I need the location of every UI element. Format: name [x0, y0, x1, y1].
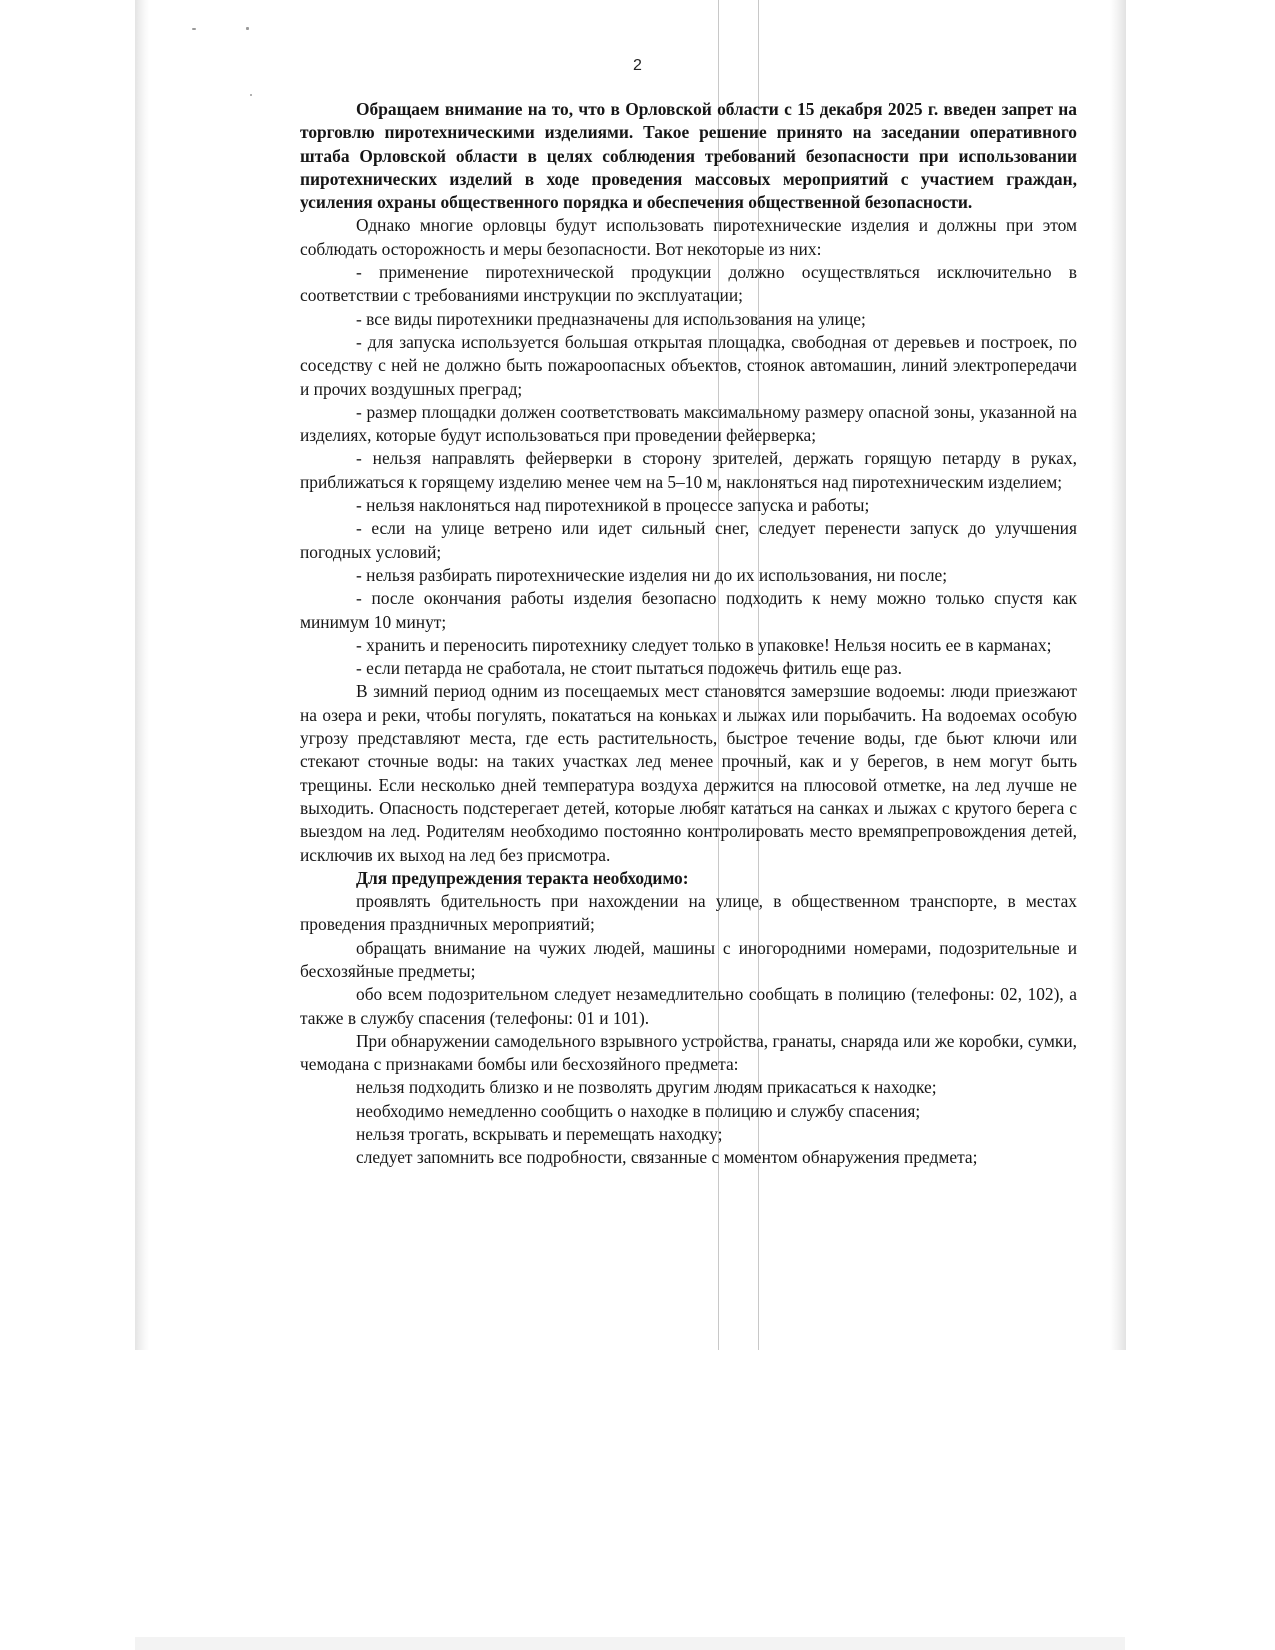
- paragraph: Однако многие орловцы будут использовать пиротехнические изделия и должны при этом соблюдать осторожность и меры безопасности. Вот некоторые из них:: [300, 215, 1077, 259]
- paragraph: При обнаружении самодельного взрывного устройства, гранаты, снаряда или же коробки, сумки, чемодана с признаками бомбы или бесхозяйного предмета:: [300, 1030, 1077, 1075]
- paragraph: - нельзя разбирать пиротехнические изделия ни до их использования, ни после;: [356, 564, 948, 585]
- paragraph: - если петарда не сработала, не стоит пытаться подожечь фитиль еще раз.: [356, 658, 902, 679]
- paragraph: необходимо немедленно сообщить о находке в полицию и службу спасения;: [356, 1100, 921, 1121]
- scan-speck: [250, 94, 252, 96]
- paragraph: - для запуска используется большая открытая площадка, свободная от деревьев и построек, по соседству с ней не должно быть пожароопасных объектов, стоянок автомашин, линий электропередачи и прочих воздушных преград;: [300, 331, 1077, 399]
- bold-paragraph: Для предупреждения теракта необходимо:: [356, 867, 689, 888]
- paragraph: - применение пиротехнической продукции должно осуществляться исключительно в соответствии с требованиями инструкции по эксплуатации;: [300, 262, 1077, 306]
- document-body: [300, 98, 1077, 1170]
- paragraph: - размер площадки должен соответствовать максимальному размеру опасной зоны, указанной на изделиях, которые будут использоваться при проведении фейерверка;: [300, 401, 1077, 446]
- paragraph: - если на улице ветрено или идет сильный снег, следует перенести запуск до улучшения погодных условий;: [300, 518, 1077, 562]
- paragraph: обращать внимание на чужих людей, машины с иногородними номерами, подозрительные и бесхозяйные предметы;: [300, 937, 1077, 981]
- page-number: 2: [633, 57, 642, 74]
- scan-shadow-right: [1110, 0, 1126, 1350]
- scan-speck: [192, 28, 196, 30]
- scan-bottom-edge: [135, 1637, 1125, 1650]
- paragraph: - после окончания работы изделия безопасно подходить к нему можно только спустя как минимум 10 минут;: [300, 588, 1077, 632]
- paragraph: В зимний период одним из посещаемых мест становятся замерзшие водоемы: люди приезжают на озера и реки, чтобы погулять, покататься на коньках и лыжах или порыбачить. На водоемах особую угрозу представляют места, где есть растительность, быстрое течение воды, где бьют ключи или стекают сточные воды: на таких участках лед менее прочный, как и у берегов, в нем могут быть трещины. Если несколько дней температура воздуха держится на плюсовой отметке, на лед лучше не выходить. Опасность подстерегает детей, которые любят кататься на санках и лыжах с крутого берега с выездом на лед. Родителям необходимо постоянно контролировать место времяпрепровождения детей, исключив их выход на лед без присмотра.: [300, 681, 1077, 865]
- paragraph: нельзя подходить близко и не позволять другим людям прикасаться к находке;: [356, 1077, 937, 1098]
- paragraph: нельзя трогать, вскрывать и перемещать находку;: [356, 1124, 723, 1145]
- paragraph: - хранить и переносить пиротехнику следует только в упаковке! Нельзя носить ее в карманах;: [356, 634, 1052, 655]
- paragraph: обо всем подозрительном следует незамедлительно сообщать в полицию (телефоны: 02, 102), а также в службу спасения (телефоны: 01 и 101).: [300, 984, 1077, 1028]
- paragraph: - нельзя наклоняться над пиротехникой в процессе запуска и работы;: [356, 495, 870, 516]
- paragraph: проявлять бдительность при нахождении на улице, в общественном транспорте, в местах проведения праздничных мероприятий;: [300, 891, 1077, 935]
- paragraph: следует запомнить все подробности, связанные с моментом обнаружения предмета;: [356, 1147, 978, 1168]
- scan-speck: [246, 27, 249, 30]
- paragraph: - все виды пиротехники предназначены для использования на улице;: [356, 308, 866, 329]
- paragraph: - нельзя направлять фейерверки в сторону зрителей, держать горящую петарду в руках, приближаться к горящему изделию менее чем на 5–10 м, наклоняться над пиротехническим изделием;: [300, 448, 1077, 492]
- scan-shadow-left: [135, 0, 149, 1350]
- bold-paragraph: Обращаем внимание на то, что в Орловской области с 15 декабря 2025 г. введен запрет на торговлю пиротехническими изделиями. Такое решение принято на заседании оперативного штаба Орловской области в целях соблюдения требований безопасности при использовании пиротехнических изделий в ходе проведения массовых мероприятий с участием граждан, усиления охраны общественного порядка и обеспечения общественной безопасности.: [300, 99, 1077, 213]
